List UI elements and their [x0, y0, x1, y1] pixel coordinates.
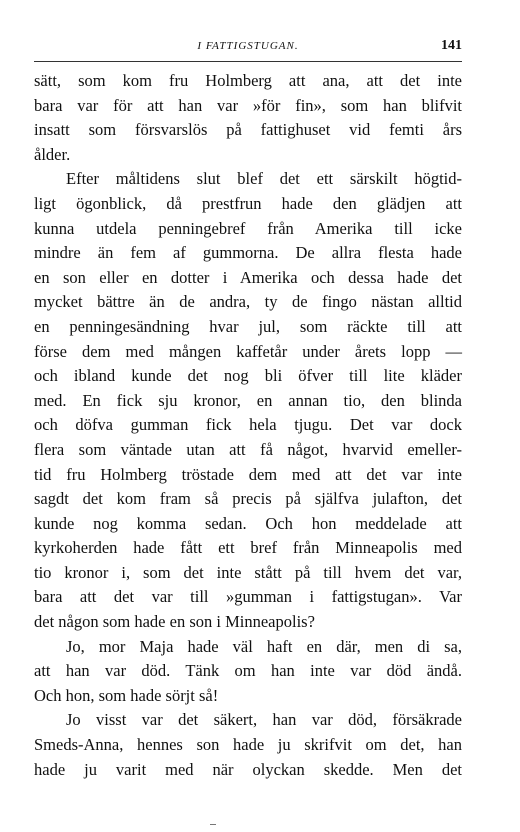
header-rule — [34, 61, 462, 62]
text-line: och ibland kunde det nog bli öfver till lite kläder — [34, 366, 462, 386]
text-line: att han var död. Tänk om han inte var död ändå. — [34, 661, 462, 681]
paragraph — [34, 635, 462, 709]
text-line: Jo, mor Maja hade väl haft en där, men di sa, — [66, 636, 462, 656]
footer-mark — [210, 824, 216, 825]
text-line: mindre än fem af gummorna. De allra flesta hade — [34, 243, 462, 263]
text-line: insatt som försvarslös på fattighuset vid femti års — [34, 120, 462, 140]
text-line: och döfva gumman fick hela tjugu. Det var dock — [34, 415, 462, 435]
text-line: Och hon, som hade sörjt så! — [34, 685, 219, 705]
text-line: en penningesändning hvar jul, som räckte till att — [34, 316, 462, 336]
page-number: 141 — [441, 38, 462, 53]
body-text — [34, 69, 462, 782]
running-head — [34, 36, 462, 56]
text-line: kunde nog komma sedan. Och hon meddelade att — [34, 513, 462, 533]
text-line: Smeds-Anna, hennes son hade ju skrifvit om det, han — [34, 735, 462, 755]
paragraph — [34, 69, 462, 167]
text-line: tid fru Holmberg tröstade dem med att det var inte — [34, 464, 462, 484]
text-line: sagdt det kom fram så precis på själfva julafton, det — [34, 489, 462, 509]
text-line: Efter måltidens slut blef det ett särskilt högtid- — [66, 169, 462, 189]
text-line: kyrkoherden hade fått ett bref från Minneapolis med — [34, 538, 462, 558]
text-line: bara var för att han var »för fin», som han blifvit — [34, 95, 462, 115]
text-line: med. En fick sju kronor, en annan tio, den blinda — [34, 390, 462, 410]
text-line: sätt, som kom fru Holmberg att ana, att det inte — [34, 71, 462, 90]
text-line: Jo visst var det säkert, han var död, försäkrade — [66, 710, 462, 730]
running-title: I FATTIGSTUGAN. — [197, 40, 299, 52]
paragraph — [34, 167, 462, 634]
text-line: kunna utdela penningebref från Amerika till icke — [34, 218, 462, 238]
text-line: ligt ögonblick, då prestfrun hade den glädjen att — [34, 193, 462, 213]
text-line: det någon som hade en son i Minneapolis? — [34, 612, 315, 632]
text-line: flera som väntade utan att få något, hvarvid emeller- — [34, 439, 462, 459]
paragraph — [34, 708, 462, 782]
text-line: tio kronor i, som det inte stått på till hvem det var, — [34, 562, 462, 582]
text-line: mycket bättre än de andra, ty de fingo nästan alltid — [34, 292, 462, 312]
text-line: en son eller en dotter i Amerika och dessa hade det — [34, 267, 462, 287]
text-line: förse dem med mången kaffetår under årets lopp — — [34, 341, 462, 361]
text-line: ålder. — [34, 144, 71, 164]
text-line: hade ju varit med när olyckan skedde. Men det — [34, 759, 462, 779]
text-line: bara att det var till »gumman i fattigstugan». Var — [34, 587, 462, 607]
